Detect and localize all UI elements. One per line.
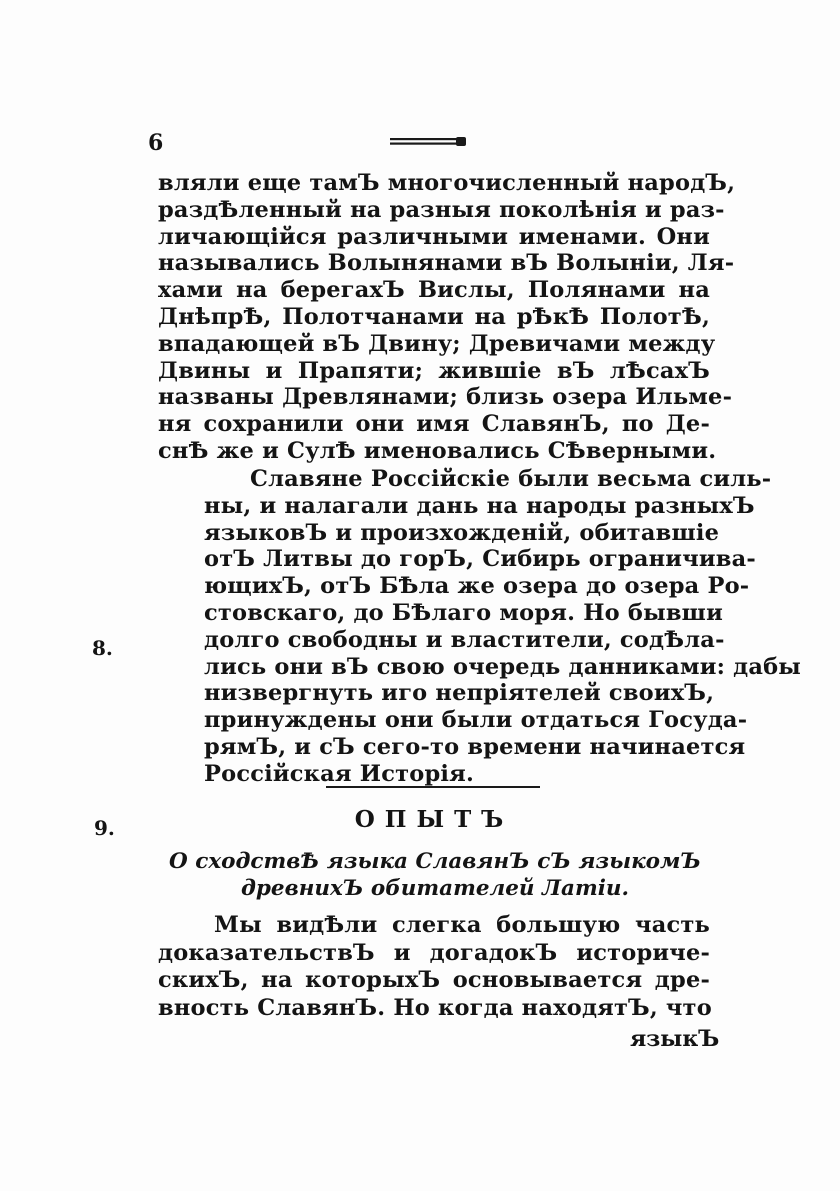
text-line: ДнѣпрѢ, Полотчанами на рѢкѢ ПолотѢ, (158, 303, 710, 330)
text-line: назывались Волынянами вЪ Волыніи, Ля- (158, 250, 735, 277)
margin-note-9: 9. (94, 816, 115, 840)
section-divider (326, 786, 540, 788)
text-line: Двины и Прапяти; жившіе вЪ лѢсахЪ (158, 357, 710, 384)
text-line: скихЪ, на которыхЪ основывается дре- (158, 967, 710, 993)
text-line: ня сохранили они имя СлавянЪ, по Де- (158, 411, 710, 438)
text-line: стовскаго, до БѢлаго моря. Но бывши (204, 599, 723, 626)
margin-note-8: 8. (92, 636, 113, 660)
text-line: ющихЪ, отЪ БѢла же озера до озера Ро- (204, 573, 750, 600)
text-line: отЪ Литвы до горЪ, Сибирь ограничива- (204, 546, 756, 573)
text-line: названы Древлянами; близь озера Ильме- (158, 384, 733, 411)
text-line: языковЪ и произхожденій, обитавшіе (204, 519, 720, 546)
text-line: вность СлавянЪ. Но когда находятЪ, что (158, 994, 712, 1021)
paragraph-3 (158, 912, 710, 1022)
text-line: доказательствЪ и догадокЪ историче- (158, 939, 710, 966)
paragraph-2 (158, 466, 802, 788)
header-ornament (390, 136, 466, 148)
section-subtitle (150, 848, 720, 902)
text-line: долго свободны и властители, содѢла- (204, 626, 725, 653)
page-number: 6 (148, 130, 164, 156)
text-line: Мы видѢли слегка большую часть (214, 912, 710, 938)
text-line: рямЪ, и сЪ сего-то времени начинается (204, 733, 746, 760)
text-line: лись они вЪ свою очередь данниками: дабы (204, 653, 802, 680)
section-title: ОПЫТЪ (354, 806, 514, 833)
text-line: раздѢленный на разныя поколѣнія и раз- (158, 196, 725, 223)
text-line: Россійская Исторія. (204, 760, 474, 787)
text-line: впадающей вЪ Двину; Древичами между (158, 330, 716, 357)
text-line: ны, и налагали дань на народы разныхЪ (204, 492, 755, 519)
subtitle-line: О сходствѢ языка СлавянЪ сЪ языкомЪ (169, 849, 701, 874)
text-line: Славяне Россійскіе были весьма силь- (250, 466, 772, 492)
paragraph-1 (158, 170, 736, 465)
subtitle-line: древнихЪ обитателей Латіи. (240, 876, 630, 901)
text-line: личающійся различными именами. Они (158, 223, 710, 250)
text-line: вляли еще тамЪ многочисленный народЪ, (158, 170, 736, 196)
text-line: хами на берегахЪ Вислы, Полянами на (158, 277, 710, 304)
text-line: снѢ же и СулѢ именовались СѢверными. (158, 437, 717, 464)
catchword: языкЪ (630, 1026, 720, 1052)
text-line: низвергнуть иго непріятелей своихЪ, (204, 680, 715, 707)
text-line: принуждены они были отдаться Госуда- (204, 707, 748, 734)
